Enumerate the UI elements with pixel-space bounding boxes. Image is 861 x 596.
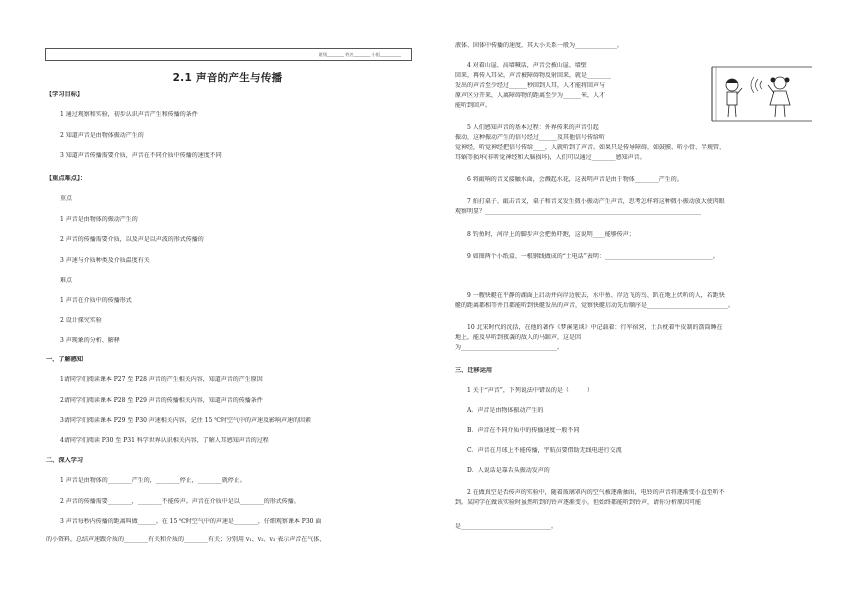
left_lines-line: 一、了解感知 [46, 356, 84, 363]
left_lines-line: 3 知道声音传播需要介质，声音在不同介质中传播的速度不同 [60, 152, 222, 159]
right_lines-line: 9 一艘快艇在平静的湖面上启动并向岸边驶去，水中鱼、岸边飞的鸟、趴在地上伏听的人，若距快 [467, 292, 725, 299]
right_lines-line: 艇的距离都相等并且都能听到快艇发出的声音，觉察快艇启动先后顺序是___________________________。 [455, 302, 735, 309]
header-box [45, 48, 412, 61]
left_lines-line: 3 声音每秒内传播的距离叫做______。在 15 ℃时空气中的声速是________，仔细观察课本 P30 面 [60, 518, 322, 525]
echo-illustration [662, 63, 812, 123]
right_lines-line: 9 如图两个小纸盒、一根钢线做成的“土电话”表明：____________________________________。 [467, 253, 719, 260]
left_lines-line: 二、深入学习 [46, 457, 84, 464]
left_lines-line: 【重点难点】： [46, 175, 87, 182]
left_lines-line: 4请同学们阅读 P30 至 P31 科学世界认识相关内容，了解人耳感知声音的过程 [60, 437, 269, 444]
left_lines-line: 2 声音的传播需要________，________不能传声。声音在介质中是以________的形式传播。 [60, 498, 300, 505]
left_lines-line: 1 声音在介质中的传播形式 [60, 297, 132, 304]
right_lines-line: 观察明显？________________________________________________________________________ [455, 208, 702, 215]
right_lines-line: 原声区分开来，人离障碍物的距离至少为______米，人才 [455, 92, 606, 99]
left_lines-line: 重点 [60, 195, 73, 202]
page-title: 2.1 声音的产生与传播 [172, 72, 283, 84]
left_lines-line: 2 声音的传播需要介质，以及声是以声波的形式传播的 [60, 236, 204, 243]
left_lines-line: 1 声音是由物体的________产生的，________停止，________就停止。 [60, 477, 246, 484]
left_lines-line: 2 设计探究实验 [60, 317, 102, 324]
left_lines-line: 2 知道声音是由物体振动产生的 [60, 132, 144, 139]
right_lines-line: 能听到回声。 [455, 102, 492, 109]
right_lines-line: B．声音在不同介质中的传播速度一般不同 [467, 427, 580, 434]
right_lines-line: 振动，这种振动产生的信号经过______及其他信号传给听 [455, 134, 606, 141]
right_lines-line: 6 将敲响的音叉接触水面，会溅起水花，这表明声音是由于物体________产生的。 [467, 176, 683, 183]
left_lines-line: 1 通过观察和实验，初步认识声音产生和传播的条件 [60, 111, 198, 118]
right_lines-line: 液体、固体中传播的速度，其大小关系一般为______________。 [455, 42, 624, 49]
right_lines-line: 1 关于“声音”，下列说法中错误的是（ ） [467, 387, 593, 394]
left_lines-line: 【学习目标】 [46, 91, 84, 98]
right_lines-line: 是______________________________。 [455, 523, 558, 530]
right_lines-line: 发出的声音至少经过______秒回到人耳，人才能将回声与 [455, 82, 606, 89]
header-fields: 班级________ 姓名________ 小组__________ [318, 52, 401, 57]
left_lines-line: 1请同学们阅读课本 P27 至 P28 声音的产生相关内容，知道声音的产生原因 [60, 376, 263, 383]
right_lines-line: 为________________________________。 [455, 344, 564, 351]
right_lines-line: A．声音是由物体振动产生的 [467, 407, 544, 414]
left_lines-line: 难点 [60, 277, 73, 284]
right_lines-line: 4 对着山崖、高墙喊话，声音会被山崖、墙壁 [467, 62, 587, 69]
right_lines-line: 回来，再传入耳朵。声音被障碍物反射回来，就是________ [455, 72, 612, 79]
right_lines-line: D．人说话是靠舌头振动发声的 [467, 467, 550, 474]
right_lines-line: 觉神经，听觉神经把信号传给____，人就听到了声音。如果只是传导障碍，如鼓膜、听小骨、半规管、 [455, 144, 726, 151]
left_lines-line: 3 声现象的分析、解释 [60, 337, 120, 344]
left_lines-line: 2请同学们阅读课本 P28 至 P29 声音的传播相关内容，知道声音的传播条件 [60, 397, 263, 404]
right_lines-line: 2 在做真空是否传声的实验中，随着玻璃罩内的空气被逐渐抽出，电铃的声音将逐渐变小直至听不 [467, 489, 725, 496]
right_lines-line: 到。某同学在做该实验时虽然听到的铃声逐渐变小，但始终都能听到铃声，请你分析原因可能 [455, 499, 702, 506]
right_lines-line: 8 钓鱼时，河岸上的脚步声会把鱼吓跑，这说明____能够传声； [467, 231, 635, 238]
right_lines-line: 7 拍打桌子、敲击音叉，桌子和音叉发生微小振动产生声音，思考怎样将这种微小振动放大使肉眼 [467, 198, 725, 205]
right_lines-line: 10 北宋时代的沈括，在他的著作《梦溪笔谈》中记载着：行军宿营，士兵枕着牛皮制的箭筒睡在 [467, 324, 723, 331]
left_lines-line: 1 声音是由物体的振动产生的 [60, 216, 138, 223]
right_lines-line: C．声音在月球上不能传播，宇航员要借助无线电进行交流 [467, 447, 622, 454]
right_lines-line: 地上，能及早听到夜袭的敌人的马蹄声，这是因 [455, 334, 582, 341]
left_lines-line: 的小资料，总结声速跟介质的________有关和介质的________有关；分别用 v₁、v₂、v₃ 表示声音在气体、 [46, 536, 326, 543]
right_lines-line: 5 人们感知声音的基本过程：外界传来的声音引起 [467, 124, 599, 131]
right_lines-line: 耳蜗等损坏(非听觉神经和大脑损坏)，人们可以通过________感知声音。 [455, 154, 646, 161]
right_lines-line: 三、迁移运用 [455, 367, 493, 374]
left_lines-line: 3请同学们阅读课本 P29 至 P30 声速相关内容，记住 15 ℃时空气中的声速及影响声速的因素 [60, 417, 311, 424]
left_lines-line: 3 声速与介质种类及介质温度有关 [60, 257, 150, 264]
